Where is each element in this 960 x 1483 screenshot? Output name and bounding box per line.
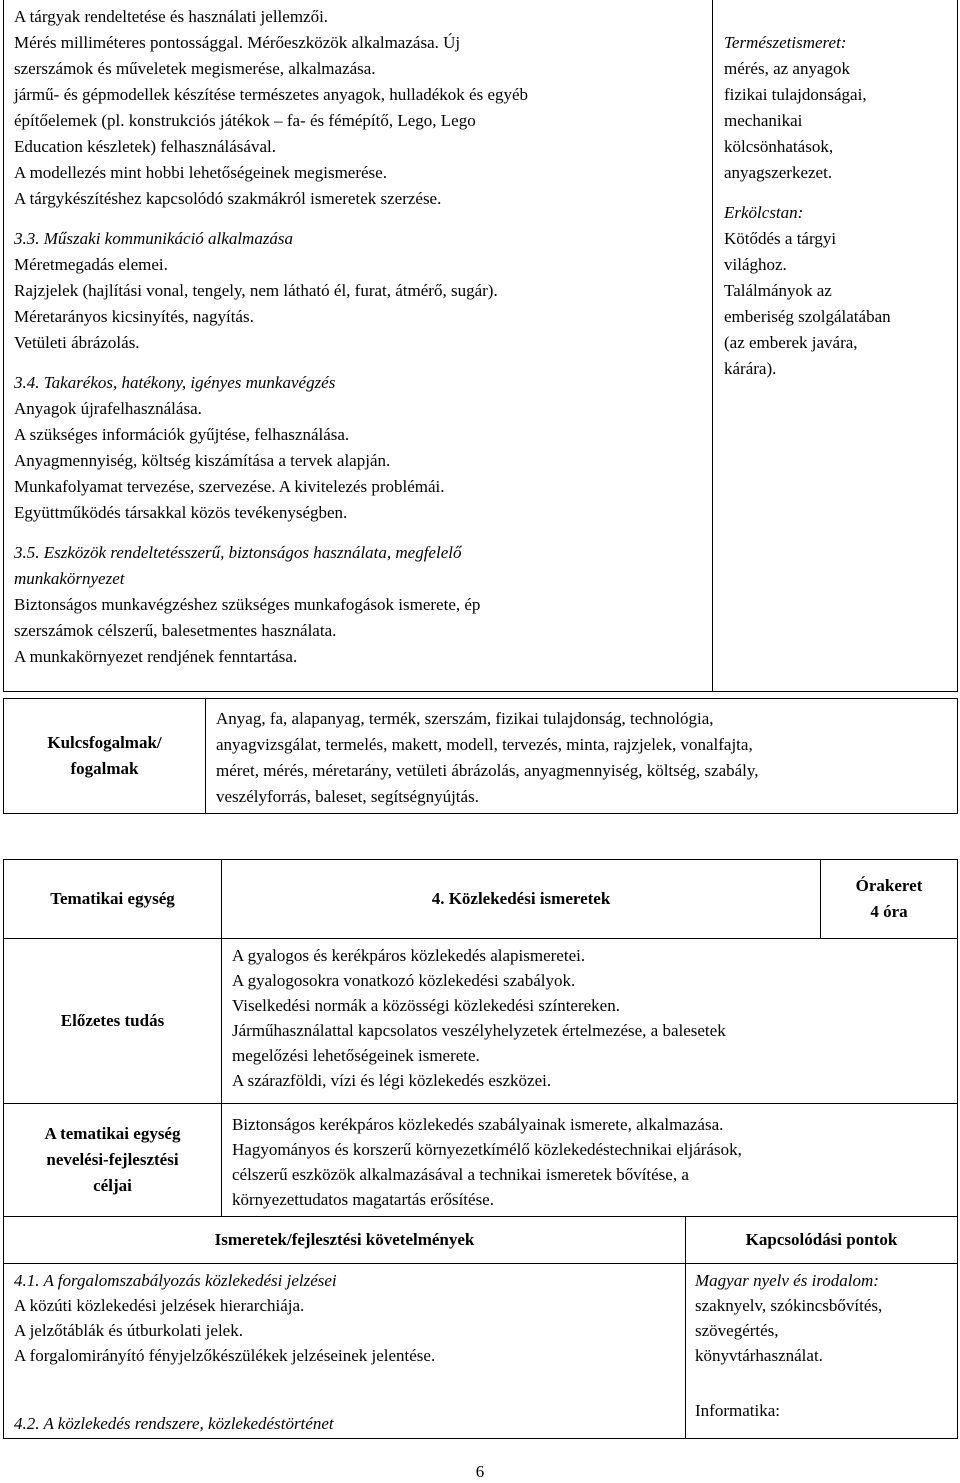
text-line: mechanikai bbox=[724, 111, 803, 130]
page-number-text: 6 bbox=[475, 1462, 485, 1481]
text-line: jármű- és gépmodellek készítése természetes anyagok, hulladékok és egyéb bbox=[14, 85, 529, 104]
text-line: Vetületi ábrázolás. bbox=[14, 333, 140, 352]
links-content-2 bbox=[695, 1398, 955, 1423]
text-line: méret, mérés, méretarány, vetületi ábrázolás, anyagmennyiség, költség, szabály, bbox=[216, 761, 759, 780]
block-heading: 4.1. A forgalomszabályozás közlekedési jelzései bbox=[14, 1271, 337, 1290]
prior-label: Előzetes tudás bbox=[60, 1011, 165, 1030]
text-line: Anyagok újrafelhasználása. bbox=[14, 399, 202, 418]
text-line: emberiség szolgálatában bbox=[724, 307, 891, 326]
text-line: mérés, az anyagok bbox=[724, 59, 851, 78]
intro-lines bbox=[14, 4, 708, 212]
text-line: Találmányok az bbox=[724, 281, 832, 300]
text-line: könyvtárhasználat. bbox=[695, 1346, 823, 1365]
text-line: Munkafolyamat tervezése, szervezése. A kivitelezés problémái. bbox=[14, 477, 445, 496]
text-line: kölcsönhatások, bbox=[724, 137, 834, 156]
unit-row-line bbox=[3, 1263, 958, 1264]
text-line: célszerű eszközök alkalmazásával a technikai ismeretek bővítése, a bbox=[232, 1165, 689, 1184]
block-3-3 bbox=[14, 226, 708, 356]
goals-label: céljai bbox=[93, 1176, 132, 1195]
requirements-content bbox=[14, 1268, 680, 1368]
block-heading: 4.2. A közlekedés rendszere, közlekedéstörténet bbox=[14, 1414, 334, 1433]
text-line: kárára). bbox=[724, 359, 777, 378]
keywords-divider bbox=[205, 698, 206, 814]
subject-label: Erkölcstan: bbox=[724, 203, 804, 222]
unit-label-cell bbox=[4, 860, 221, 938]
text-line: anyagvizsgálat, termelés, makett, modell, tervezés, minta, rajzjelek, vonalfajta, bbox=[216, 735, 753, 754]
requirements-header bbox=[4, 1217, 685, 1263]
text-line: szaknyelv, szókincsbővítés, bbox=[695, 1296, 883, 1315]
subject-label: Informatika: bbox=[695, 1401, 780, 1420]
top-right-links bbox=[724, 30, 954, 382]
block-4-2 bbox=[14, 1411, 680, 1436]
prior-label-cell bbox=[4, 939, 221, 1103]
text-line: Anyagmennyiség, költség kiszámítása a tervek alapján. bbox=[14, 451, 391, 470]
text-line: Rajzjelek (hajlítási vonal, tengely, nem látható él, furat, átmérő, sugár). bbox=[14, 281, 498, 300]
text-line: A tárgyak rendeltetése és használati jellemzői. bbox=[14, 7, 329, 26]
top-table-divider bbox=[712, 0, 713, 692]
label-line: fogalmak bbox=[70, 759, 139, 778]
requirements-header-text: Ismeretek/fejlesztési követelmények bbox=[214, 1230, 475, 1249]
hours-label: Órakeret bbox=[855, 876, 923, 895]
text-line: világhoz. bbox=[724, 255, 787, 274]
keywords-content bbox=[216, 706, 952, 810]
text-line: környezettudatos magatartás erősítése. bbox=[232, 1190, 494, 1209]
block-heading: 3.3. Műszaki kommunikáció alkalmazása bbox=[14, 229, 294, 248]
text-line: A forgalomirányító fényjelzőkészülékek jelzéseinek jelentése. bbox=[14, 1346, 436, 1365]
text-line: Mérés milliméteres pontossággal. Mérőeszközök alkalmazása. Új bbox=[14, 33, 461, 52]
text-line: A jelzőtáblák és útburkolati jelek. bbox=[14, 1321, 243, 1340]
hours-value: 4 óra bbox=[870, 902, 908, 921]
text-line: Méretmegadás elemei. bbox=[14, 255, 168, 274]
block-heading: 3.5. Eszközök rendeltetésszerű, biztonságos használata, megfelelő bbox=[14, 543, 462, 562]
text-line: veszélyforrás, baleset, segítségnyújtás. bbox=[216, 787, 479, 806]
text-line: Education készletek) felhasználásával. bbox=[14, 137, 276, 156]
text-line: A tárgykészítéshez kapcsolódó szakmákról ismeretek szerzése. bbox=[14, 189, 442, 208]
goals-label: A tematikai egység bbox=[44, 1124, 181, 1143]
text-line: A gyalogosokra vonatkozó közlekedési szabályok. bbox=[232, 971, 576, 990]
text-line: fizikai tulajdonságai, bbox=[724, 85, 867, 104]
block-heading: munkakörnyezet bbox=[14, 569, 125, 588]
block-3-5 bbox=[14, 540, 708, 670]
block-3-4 bbox=[14, 370, 708, 526]
text-line: Járműhasználattal kapcsolatos veszélyhelyzetek értelmezése, a balesetek bbox=[232, 1021, 726, 1040]
subject-label: Természetismeret: bbox=[724, 33, 847, 52]
unit-label: Tematikai egység bbox=[50, 889, 175, 908]
text-line: építőelemek (pl. konstrukciós játékok – fa- és fémépítő, Lego, Lego bbox=[14, 111, 476, 130]
page-number bbox=[460, 1462, 500, 1482]
text-line: szerszámok célszerű, balesetmentes használata. bbox=[14, 621, 337, 640]
label-line: Kulcsfogalmak/ bbox=[47, 733, 162, 752]
unit-title: 4. Közlekedési ismeretek bbox=[431, 889, 611, 908]
text-line: A modellezés mint hobbi lehetőségeinek megismerése. bbox=[14, 163, 387, 182]
keywords-label bbox=[4, 699, 205, 813]
subject-label: Magyar nyelv és irodalom: bbox=[695, 1271, 879, 1290]
text-line: A szárazföldi, vízi és légi közlekedés eszközei. bbox=[232, 1071, 552, 1090]
text-line: szerszámok és műveletek megismerése, alkalmazása. bbox=[14, 59, 376, 78]
text-line: A gyalogos és kerékpáros közlekedés alapismeretei. bbox=[232, 946, 586, 965]
text-line: szövegértés, bbox=[695, 1321, 779, 1340]
links-content bbox=[695, 1268, 955, 1368]
top-left-content bbox=[14, 4, 708, 670]
text-line: A közúti közlekedési jelzések hierarchiája. bbox=[14, 1296, 305, 1315]
goals-label-cell bbox=[4, 1104, 221, 1216]
goals-content bbox=[232, 1112, 952, 1212]
links-header-text: Kapcsolódási pontok bbox=[745, 1230, 898, 1249]
text-line: Anyag, fa, alapanyag, termék, szerszám, fizikai tulajdonság, technológia, bbox=[216, 709, 714, 728]
block-heading: 3.4. Takarékos, hatékony, igényes munkavégzés bbox=[14, 373, 336, 392]
text-line: A munkakörnyezet rendjének fenntartása. bbox=[14, 647, 298, 666]
unit-title-cell bbox=[222, 860, 820, 938]
text-line: Méretarányos kicsinyítés, nagyítás. bbox=[14, 307, 254, 326]
text-line: Hagyományos és korszerű környezetkímélő közlekedéstechnikai eljárások, bbox=[232, 1140, 742, 1159]
text-line: Biztonságos kerékpáros közlekedés szabályainak ismerete, alkalmazása. bbox=[232, 1115, 724, 1134]
text-line: (az emberek javára, bbox=[724, 333, 858, 352]
text-line: Együttműködés társakkal közös tevékenységben. bbox=[14, 503, 348, 522]
text-line: A szükséges információk gyűjtése, felhasználása. bbox=[14, 425, 350, 444]
text-line: Kötődés a tárgyi bbox=[724, 229, 837, 248]
text-line: Biztonságos munkavégzéshez szükséges munkafogások ismerete, ép bbox=[14, 595, 481, 614]
text-line: Viselkedési normák a közösségi közlekedési színtereken. bbox=[232, 996, 620, 1015]
links-header bbox=[686, 1217, 957, 1263]
text-line: megelőzési lehetőségeinek ismerete. bbox=[232, 1046, 480, 1065]
prior-content bbox=[232, 943, 952, 1093]
hours-cell bbox=[821, 860, 957, 938]
goals-label: nevelési-fejlesztési bbox=[46, 1150, 179, 1169]
text-line: anyagszerkezet. bbox=[724, 163, 833, 182]
